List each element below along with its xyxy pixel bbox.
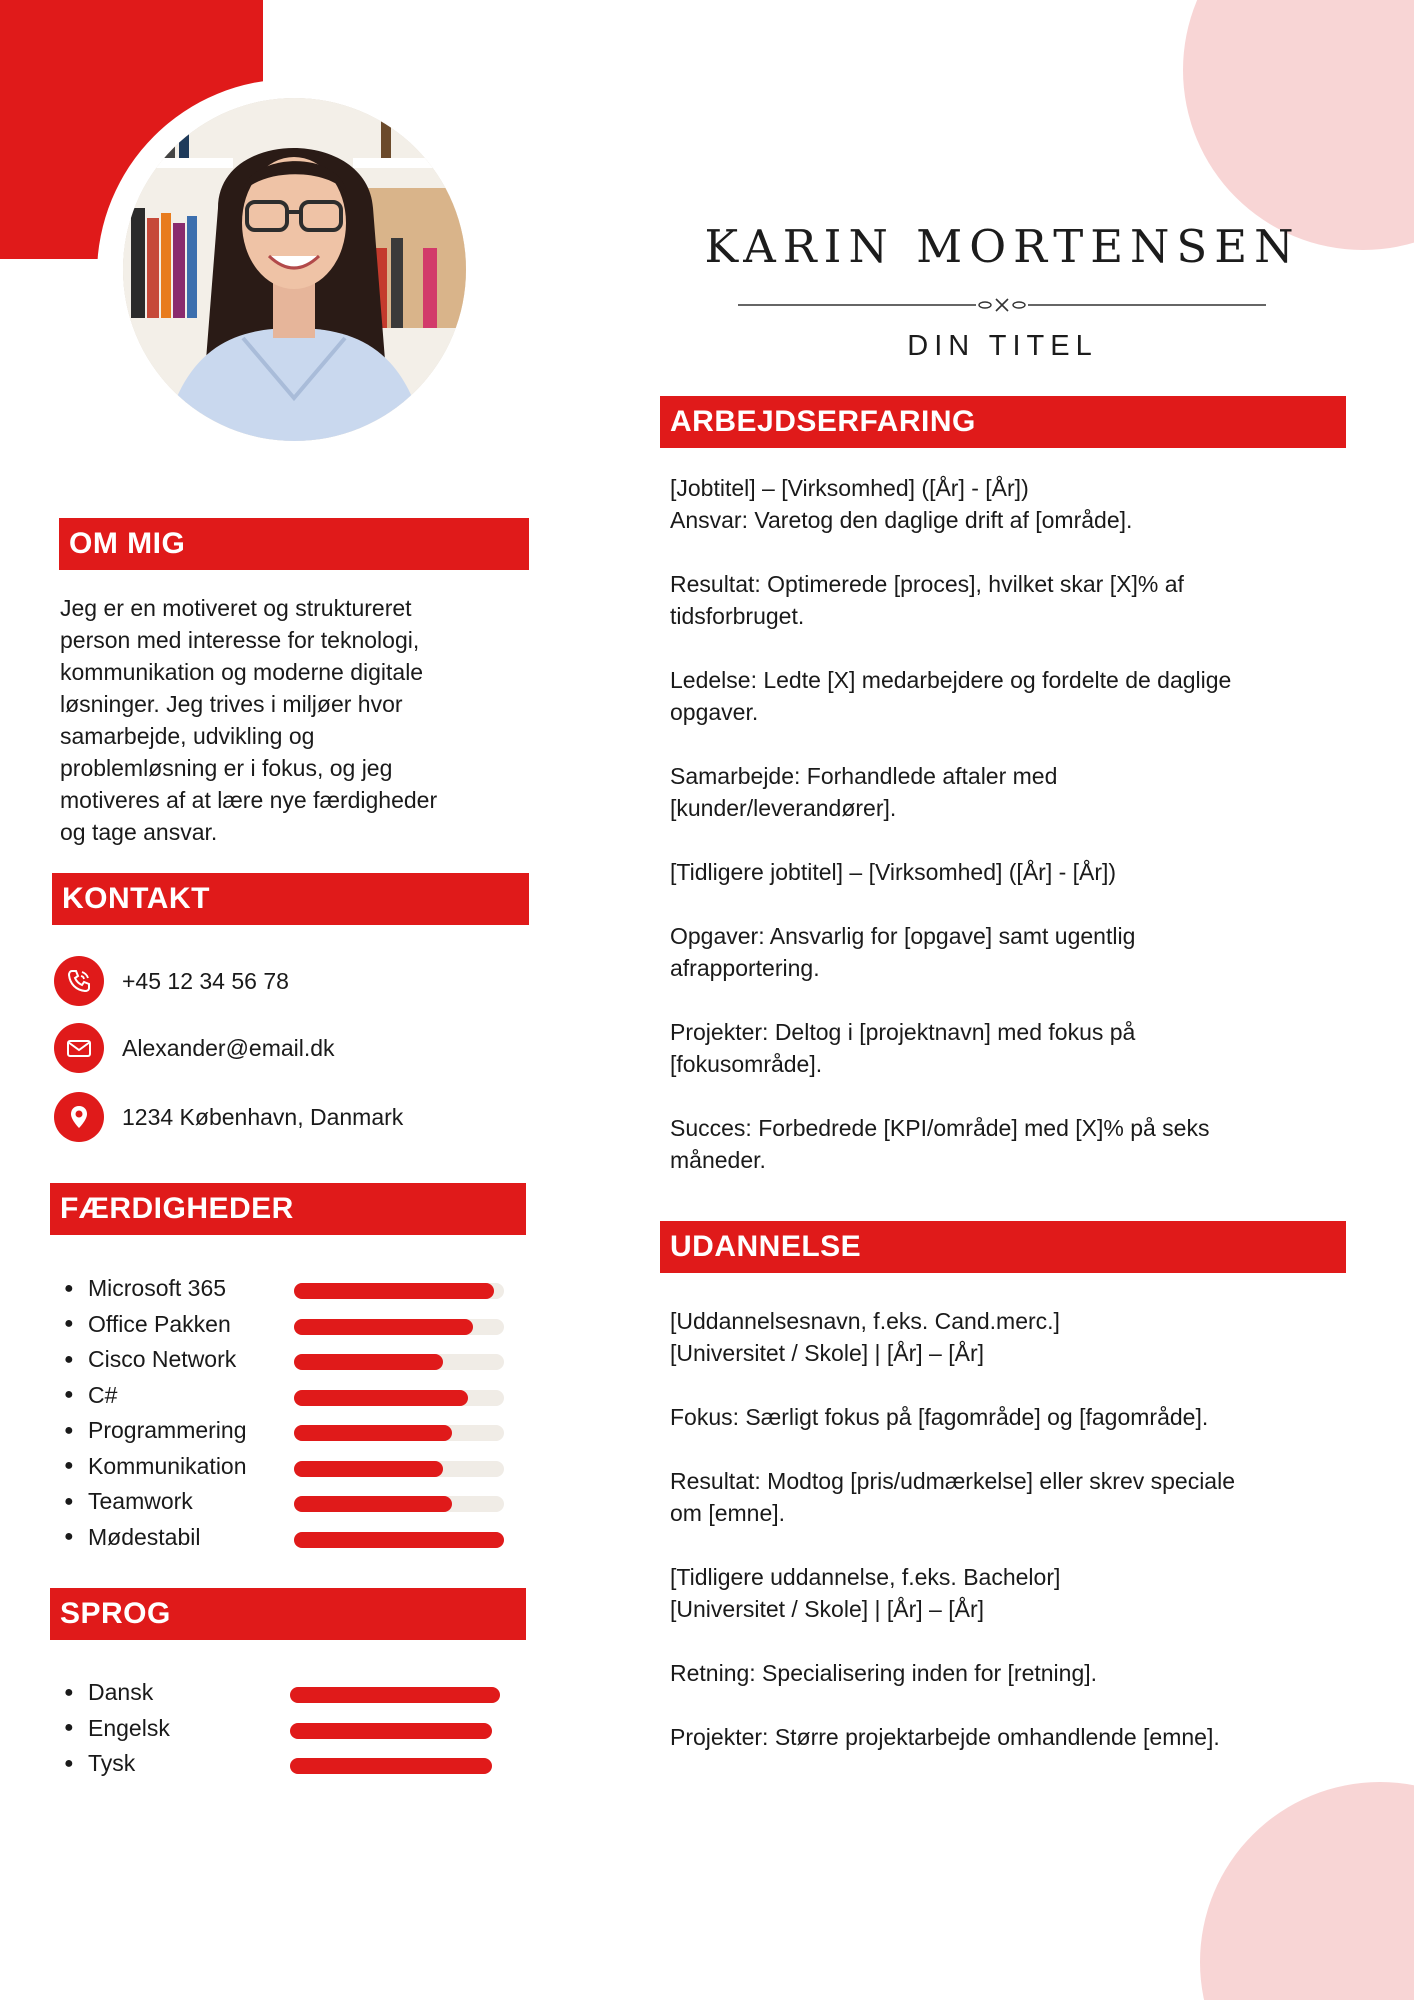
skill-label: Mødestabil xyxy=(88,1523,201,1550)
skill-label: Programmering xyxy=(88,1417,247,1444)
experience-line: tidsforbruget. xyxy=(670,603,805,629)
person-name: KARIN MORTENSEN xyxy=(704,220,1301,273)
bullet: ● xyxy=(64,1457,74,1475)
contact-address-text: 1234 København, Danmark xyxy=(122,1103,404,1130)
bullet: ● xyxy=(64,1492,74,1510)
skills-list xyxy=(60,1271,510,1555)
experience-line: [fokusområde]. xyxy=(670,1051,823,1077)
about-line: løsninger. Jeg trives i miljøer hvor xyxy=(60,691,403,717)
skill-item xyxy=(60,1307,510,1343)
skill-bar-fill xyxy=(294,1532,504,1548)
experience-line: [kunder/leverandører]. xyxy=(670,795,897,821)
education-line: Resultat: Modtog [pris/udmærkelse] eller skrev speciale xyxy=(670,1468,1236,1494)
experience-text xyxy=(670,472,1350,1176)
skill-item xyxy=(60,1520,510,1556)
skill-bar-track xyxy=(294,1425,504,1441)
about-line: problemløsning er i fokus, og jeg xyxy=(60,755,393,781)
email-icon xyxy=(54,1023,104,1073)
contact-phone xyxy=(54,956,289,1006)
experience-line: [Tidligere jobtitel] – [Virksomhed] ([År] - [År]) xyxy=(670,859,1117,885)
contact-email-text: Alexander@email.dk xyxy=(122,1034,335,1061)
about-line: kommunikation og moderne digitale xyxy=(60,659,424,685)
skill-item xyxy=(60,1449,510,1485)
education-line xyxy=(670,1433,1350,1465)
skill-bar-fill xyxy=(294,1425,452,1441)
skill-item xyxy=(60,1342,510,1378)
skill-label: Microsoft 365 xyxy=(88,1275,227,1302)
language-bar-fill xyxy=(290,1758,492,1774)
language-bar-fill xyxy=(290,1723,492,1739)
about-line: Jeg er en motiveret og struktureret xyxy=(60,595,412,621)
experience-line: Resultat: Optimerede [proces], hvilket skar [X]% af xyxy=(670,571,1184,597)
skill-label: Cisco Network xyxy=(88,1346,237,1373)
language-label: Tysk xyxy=(88,1750,136,1777)
skill-bar-track xyxy=(294,1532,504,1548)
education-line xyxy=(670,1369,1350,1401)
experience-heading: ARBEJDSERFARING xyxy=(660,396,1346,448)
language-bar-track xyxy=(290,1687,500,1703)
experience-line: afrapportering. xyxy=(670,955,820,981)
education-line: Retning: Specialisering inden for [retning]. xyxy=(670,1660,1098,1686)
skill-bar-fill xyxy=(294,1496,452,1512)
language-item xyxy=(60,1746,510,1782)
experience-line xyxy=(670,1080,1350,1112)
skill-label: Kommunikation xyxy=(88,1452,247,1479)
bullet: ● xyxy=(64,1279,74,1297)
experience-line: opgaver. xyxy=(670,699,759,725)
bullet: ● xyxy=(64,1421,74,1439)
bullet: ● xyxy=(64,1528,74,1546)
skill-bar-track xyxy=(294,1354,504,1370)
skill-bar-track xyxy=(294,1496,504,1512)
skill-bar-track xyxy=(294,1319,504,1335)
skill-bar-fill xyxy=(294,1354,443,1370)
about-heading: OM MIG xyxy=(59,518,529,570)
language-bar-track xyxy=(290,1723,500,1739)
phone-icon xyxy=(54,956,104,1006)
experience-line xyxy=(670,632,1350,664)
education-line: Projekter: Større projektarbejde omhandlende [emne]. xyxy=(670,1724,1220,1750)
experience-line: Ansvar: Varetog den daglige drift af [område]. xyxy=(670,507,1133,533)
language-item xyxy=(60,1675,510,1711)
bullet: ● xyxy=(64,1719,74,1737)
experience-line xyxy=(670,536,1350,568)
contact-phone-text: +45 12 34 56 78 xyxy=(122,967,289,994)
experience-line: Opgaver: Ansvarlig for [opgave] samt ugentlig xyxy=(670,923,1136,949)
about-line: og tage ansvar. xyxy=(60,819,218,845)
about-line: samarbejde, udvikling og xyxy=(60,723,315,749)
contact-heading: KONTAKT xyxy=(52,873,529,925)
education-heading: UDANNELSE xyxy=(660,1221,1346,1273)
skill-bar-track xyxy=(294,1461,504,1477)
contact-address xyxy=(54,1092,403,1142)
decorative-pink-circle-bottom xyxy=(1200,1782,1414,2000)
skill-bar-track xyxy=(294,1283,504,1299)
skill-bar-fill xyxy=(294,1390,468,1406)
language-bar-track xyxy=(290,1758,500,1774)
about-line: person med interesse for teknologi, xyxy=(60,627,420,653)
experience-line xyxy=(670,888,1350,920)
education-line xyxy=(670,1529,1350,1561)
education-text xyxy=(670,1305,1350,1753)
experience-line: Succes: Forbedrede [KPI/område] med [X]% på seks xyxy=(670,1115,1210,1141)
bullet: ● xyxy=(64,1754,74,1772)
education-line xyxy=(670,1625,1350,1657)
language-bar-fill xyxy=(290,1687,500,1703)
language-label: Dansk xyxy=(88,1679,154,1706)
about-line: motiveres af at lære nye færdigheder xyxy=(60,787,438,813)
skill-bar-fill xyxy=(294,1283,494,1299)
bullet: ● xyxy=(64,1683,74,1701)
education-line: [Uddannelsesnavn, f.eks. Cand.merc.] xyxy=(670,1308,1060,1334)
skill-label: C# xyxy=(88,1381,118,1408)
experience-line: Projekter: Deltog i [projektnavn] med fokus på xyxy=(670,1019,1136,1045)
person-title: DIN TITEL xyxy=(907,330,1098,362)
bullet: ● xyxy=(64,1386,74,1404)
language-label: Engelsk xyxy=(88,1714,170,1741)
skill-label: Office Pakken xyxy=(88,1310,231,1337)
experience-line xyxy=(670,984,1350,1016)
skill-item xyxy=(60,1271,510,1307)
profile-photo xyxy=(123,98,466,441)
divider-ornament-icon xyxy=(738,296,1266,314)
experience-line: Samarbejde: Forhandlede aftaler med xyxy=(670,763,1058,789)
skill-bar-fill xyxy=(294,1319,473,1335)
language-item xyxy=(60,1711,510,1747)
education-line: [Universitet / Skole] | [År] – [År] xyxy=(670,1596,985,1622)
bullet: ● xyxy=(64,1350,74,1368)
experience-line: [Jobtitel] – [Virksomhed] ([År] - [År]) xyxy=(670,475,1029,501)
experience-line xyxy=(670,728,1350,760)
education-line: Fokus: Særligt fokus på [fagområde] og [fagområde]. xyxy=(670,1404,1209,1430)
education-line xyxy=(670,1689,1350,1721)
languages-list xyxy=(60,1675,510,1782)
education-line: [Universitet / Skole] | [År] – [År] xyxy=(670,1340,985,1366)
skills-heading: FÆRDIGHEDER xyxy=(50,1183,526,1235)
skill-label: Teamwork xyxy=(88,1488,193,1515)
about-text xyxy=(60,592,530,848)
education-line: om [emne]. xyxy=(670,1500,786,1526)
decorative-pink-circle-top xyxy=(1183,0,1414,250)
skill-item xyxy=(60,1378,510,1414)
contact-email xyxy=(54,1023,335,1073)
location-icon xyxy=(54,1092,104,1142)
skill-bar-fill xyxy=(294,1461,443,1477)
experience-line: Ledelse: Ledte [X] medarbejdere og fordelte de daglige xyxy=(670,667,1232,693)
education-line: [Tidligere uddannelse, f.eks. Bachelor] xyxy=(670,1564,1061,1590)
experience-line: måneder. xyxy=(670,1147,766,1173)
experience-line xyxy=(670,824,1350,856)
skill-bar-track xyxy=(294,1390,504,1406)
languages-heading: SPROG xyxy=(50,1588,526,1640)
skill-item xyxy=(60,1484,510,1520)
skill-item xyxy=(60,1413,510,1449)
bullet: ● xyxy=(64,1315,74,1333)
